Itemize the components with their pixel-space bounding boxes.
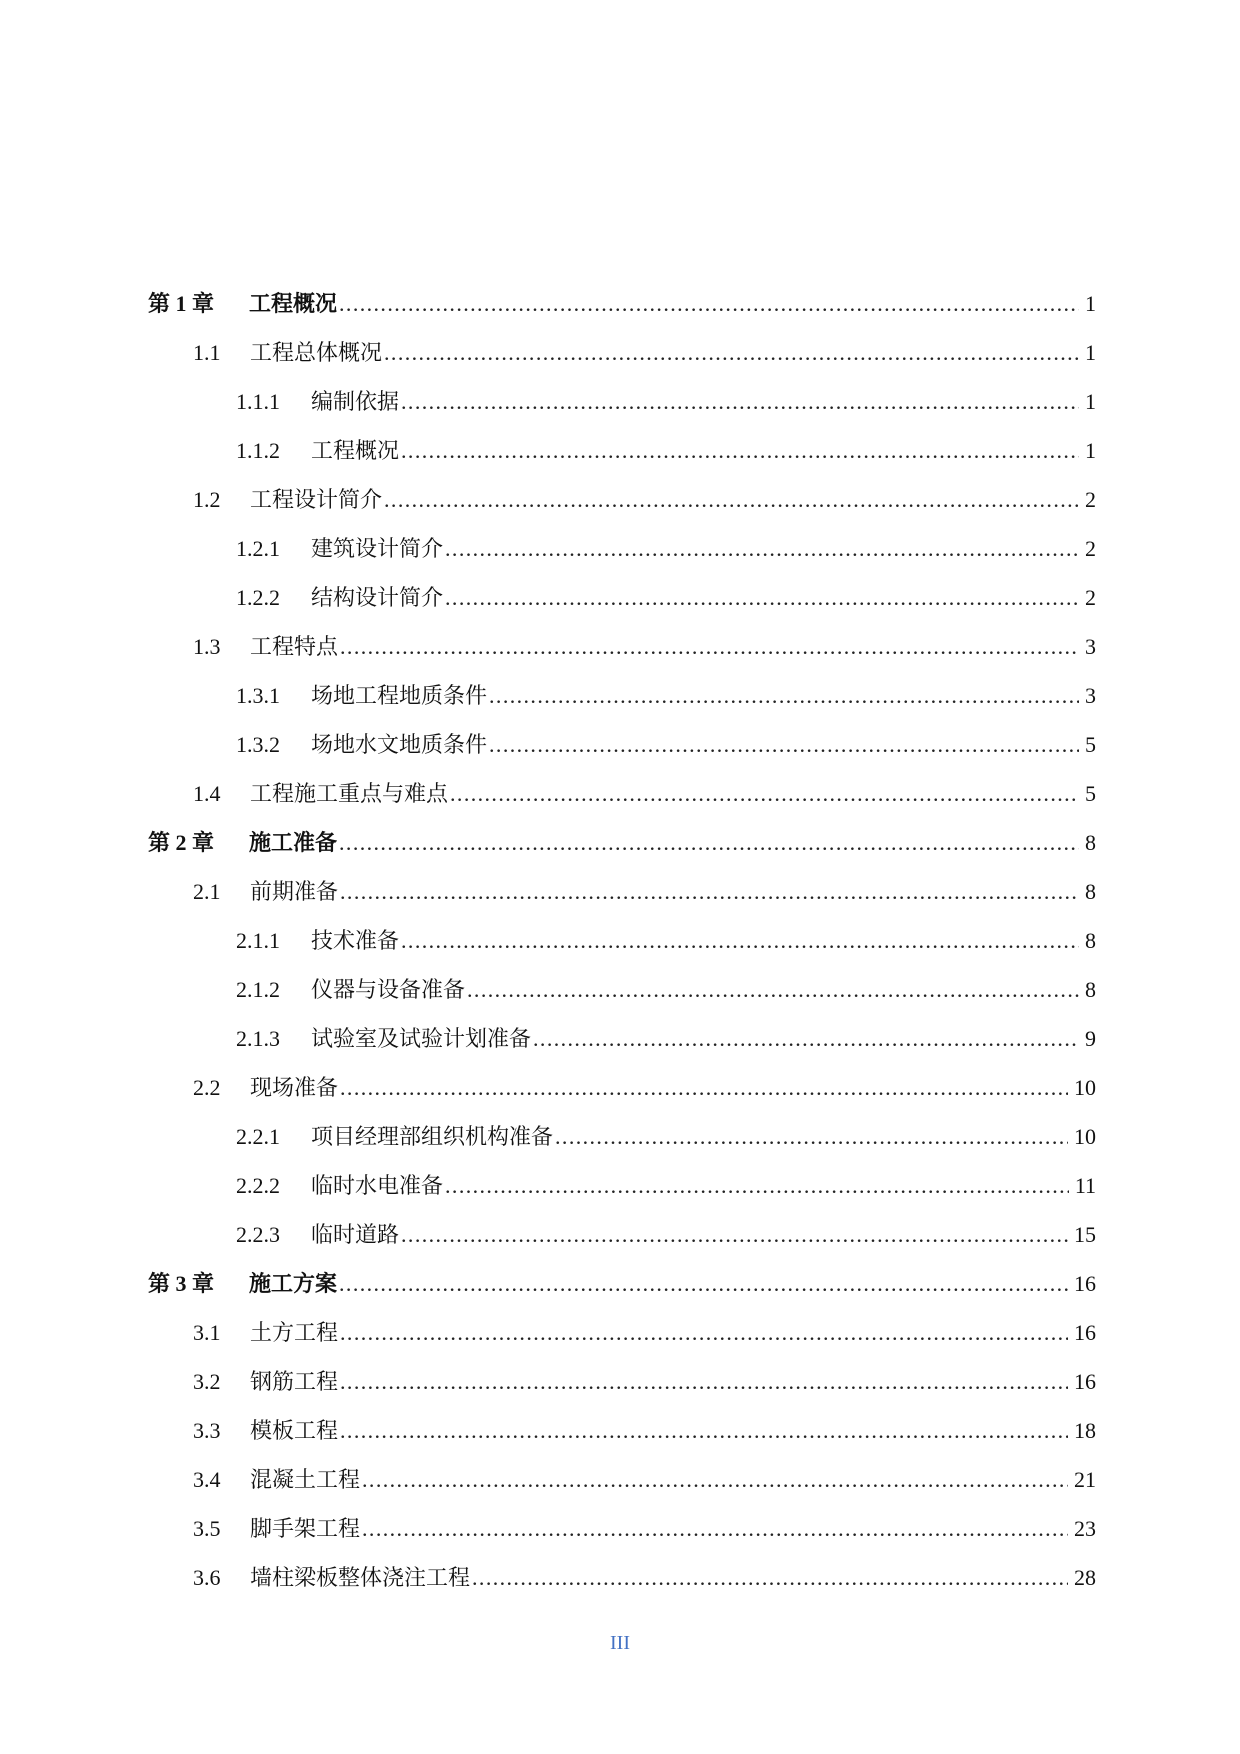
dot-leader — [340, 1406, 1068, 1455]
toc-entry-title-leader — [249, 818, 1079, 867]
toc-entry-title: 混凝土工程 — [250, 1455, 362, 1504]
toc-chapter-entry[interactable] — [0, 279, 1240, 328]
toc-entry-title: 仪器与设备准备 — [311, 965, 467, 1014]
toc-entry-number: 3.3 — [193, 1418, 221, 1443]
dot-leader — [339, 1259, 1068, 1308]
dot-leader — [401, 1210, 1068, 1259]
toc-entry-title: 技术准备 — [311, 916, 401, 965]
dot-leader — [489, 720, 1079, 769]
toc-entry-page: 23 — [1070, 1504, 1096, 1553]
toc-entry-title-leader — [250, 622, 1079, 671]
toc-entry-title-leader — [250, 1504, 1068, 1553]
toc-section-entry[interactable] — [0, 769, 1240, 818]
toc-entry-title-leader — [311, 1210, 1068, 1259]
toc-entry-title-leader — [250, 1406, 1068, 1455]
dot-leader — [339, 818, 1079, 867]
toc-entry-title-leader — [250, 1455, 1068, 1504]
toc-entry-number: 2.2.2 — [236, 1173, 280, 1198]
dot-leader — [384, 328, 1079, 377]
dot-leader — [340, 1063, 1068, 1112]
toc-entry-page: 8 — [1081, 965, 1096, 1014]
toc-entry-page: 8 — [1081, 867, 1096, 916]
toc-entry-number: 第 1 章 — [148, 291, 215, 316]
dot-leader — [384, 475, 1079, 524]
toc-entry-title: 土方工程 — [250, 1308, 340, 1357]
toc-entry-page: 1 — [1081, 377, 1096, 426]
toc-entry-number: 1.2.2 — [236, 585, 280, 610]
toc-entry-number: 3.6 — [193, 1565, 221, 1590]
toc-subsection-entry[interactable] — [0, 573, 1240, 622]
dot-leader — [339, 279, 1079, 328]
toc-entry-number: 1.2.1 — [236, 536, 280, 561]
toc-entry-page: 10 — [1070, 1063, 1096, 1112]
dot-leader — [450, 769, 1079, 818]
toc-entry-title: 临时水电准备 — [311, 1161, 445, 1210]
toc-entry-title: 模板工程 — [250, 1406, 340, 1455]
toc-entry-title: 钢筋工程 — [250, 1357, 340, 1406]
toc-section-entry[interactable] — [0, 475, 1240, 524]
toc-subsection-entry[interactable] — [0, 1210, 1240, 1259]
toc-entry-title: 场地工程地质条件 — [311, 671, 489, 720]
toc-section-entry[interactable] — [0, 1308, 1240, 1357]
toc-entry-page: 8 — [1081, 818, 1096, 867]
toc-entry-title-leader — [311, 1161, 1069, 1210]
toc-entry-title: 施工准备 — [249, 818, 339, 867]
toc-entry-page: 5 — [1081, 720, 1096, 769]
dot-leader — [533, 1014, 1079, 1063]
toc-entry-title: 试验室及试验计划准备 — [311, 1014, 533, 1063]
toc-entry-number: 1.3 — [193, 634, 221, 659]
toc-entry-number: 2.2 — [193, 1075, 221, 1100]
toc-entry-title-leader — [250, 1357, 1068, 1406]
dot-leader — [401, 916, 1079, 965]
toc-subsection-entry[interactable] — [0, 1112, 1240, 1161]
toc-section-entry[interactable] — [0, 1553, 1240, 1602]
toc-entry-title-leader — [249, 279, 1079, 328]
dot-leader — [340, 867, 1079, 916]
toc-entry-title-leader — [311, 720, 1079, 769]
toc-entry-number: 2.2.1 — [236, 1124, 280, 1149]
toc-entry-title: 结构设计简介 — [311, 573, 445, 622]
toc-entry-title: 工程特点 — [250, 622, 340, 671]
toc-section-entry[interactable] — [0, 1063, 1240, 1112]
dot-leader — [401, 377, 1079, 426]
toc-entry-page: 8 — [1081, 916, 1096, 965]
toc-entry-title-leader — [311, 1014, 1079, 1063]
toc-entry-number: 3.2 — [193, 1369, 221, 1394]
toc-entry-title: 脚手架工程 — [250, 1504, 362, 1553]
toc-section-entry[interactable] — [0, 328, 1240, 377]
toc-entry-title: 工程概况 — [249, 279, 339, 328]
toc-entry-title-leader — [250, 769, 1079, 818]
toc-entry-title-leader — [311, 671, 1079, 720]
toc-entry-title-leader — [311, 377, 1079, 426]
dot-leader — [340, 1357, 1068, 1406]
toc-entry-page: 1 — [1081, 328, 1096, 377]
toc-entry-page: 16 — [1070, 1259, 1096, 1308]
toc-entry-number: 1.3.2 — [236, 732, 280, 757]
dot-leader — [401, 426, 1079, 475]
dot-leader — [555, 1112, 1068, 1161]
toc-entry-title-leader — [250, 867, 1079, 916]
toc-subsection-entry[interactable] — [0, 965, 1240, 1014]
toc-entry-title-leader — [249, 1259, 1068, 1308]
toc-entry-page: 1 — [1081, 279, 1096, 328]
toc-entry-title-leader — [250, 1308, 1068, 1357]
toc-entry-page: 1 — [1081, 426, 1096, 475]
toc-subsection-entry[interactable] — [0, 720, 1240, 769]
dot-leader — [467, 965, 1079, 1014]
toc-entry-title-leader — [311, 426, 1079, 475]
toc-subsection-entry[interactable] — [0, 426, 1240, 475]
dot-leader — [445, 1161, 1069, 1210]
toc-entry-title: 工程概况 — [311, 426, 401, 475]
dot-leader — [340, 622, 1079, 671]
toc-entry-page: 15 — [1070, 1210, 1096, 1259]
toc-entry-number: 3.4 — [193, 1467, 221, 1492]
toc-section-entry[interactable] — [0, 867, 1240, 916]
toc-entry-page: 16 — [1070, 1308, 1096, 1357]
table-of-contents — [0, 279, 1240, 1602]
toc-entry-number: 2.1 — [193, 879, 221, 904]
toc-subsection-entry[interactable] — [0, 377, 1240, 426]
toc-entry-number: 2.1.3 — [236, 1026, 280, 1051]
toc-entry-page: 16 — [1070, 1357, 1096, 1406]
toc-entry-page: 3 — [1081, 622, 1096, 671]
toc-subsection-entry[interactable] — [0, 916, 1240, 965]
toc-entry-title: 项目经理部组织机构准备 — [311, 1112, 555, 1161]
toc-entry-page: 9 — [1081, 1014, 1096, 1063]
toc-section-entry[interactable] — [0, 1504, 1240, 1553]
toc-entry-page: 11 — [1071, 1161, 1096, 1210]
toc-entry-number: 3.1 — [193, 1320, 221, 1345]
toc-entry-title-leader — [311, 965, 1079, 1014]
toc-subsection-entry[interactable] — [0, 1161, 1240, 1210]
page-number: III — [610, 1632, 630, 1654]
toc-entry-number: 1.2 — [193, 487, 221, 512]
toc-entry-title: 场地水文地质条件 — [311, 720, 489, 769]
toc-chapter-entry[interactable] — [0, 818, 1240, 867]
dot-leader — [362, 1504, 1068, 1553]
toc-entry-number: 1.4 — [193, 781, 221, 806]
toc-section-entry[interactable] — [0, 1455, 1240, 1504]
toc-entry-title: 施工方案 — [249, 1259, 339, 1308]
toc-entry-title-leader — [311, 916, 1079, 965]
toc-entry-title-leader — [250, 1553, 1068, 1602]
dot-leader — [472, 1553, 1068, 1602]
toc-chapter-entry[interactable] — [0, 1259, 1240, 1308]
toc-entry-page: 18 — [1070, 1406, 1096, 1455]
toc-entry-page: 2 — [1081, 524, 1096, 573]
dot-leader — [445, 573, 1079, 622]
toc-entry-title: 工程总体概况 — [250, 328, 384, 377]
toc-subsection-entry[interactable] — [0, 1014, 1240, 1063]
toc-entry-title-leader — [250, 328, 1079, 377]
toc-entry-page: 2 — [1081, 573, 1096, 622]
toc-entry-title: 现场准备 — [250, 1063, 340, 1112]
toc-entry-title: 工程施工重点与难点 — [250, 769, 450, 818]
toc-entry-page: 2 — [1081, 475, 1096, 524]
toc-entry-title: 墙柱梁板整体浇注工程 — [250, 1553, 472, 1602]
dot-leader — [489, 671, 1079, 720]
toc-entry-number: 第 2 章 — [148, 830, 215, 855]
dot-leader — [445, 524, 1079, 573]
toc-section-entry[interactable] — [0, 622, 1240, 671]
toc-entry-title: 编制依据 — [311, 377, 401, 426]
toc-entry-number: 2.1.1 — [236, 928, 280, 953]
toc-entry-title-leader — [250, 1063, 1068, 1112]
toc-entry-title: 临时道路 — [311, 1210, 401, 1259]
toc-entry-number: 2.2.3 — [236, 1222, 280, 1247]
toc-entry-page: 28 — [1070, 1553, 1096, 1602]
toc-entry-page: 5 — [1081, 769, 1096, 818]
toc-entry-page: 3 — [1081, 671, 1096, 720]
dot-leader — [340, 1308, 1068, 1357]
toc-entry-title-leader — [311, 524, 1079, 573]
toc-entry-number: 1.3.1 — [236, 683, 280, 708]
toc-entry-title-leader — [250, 475, 1079, 524]
dot-leader — [362, 1455, 1068, 1504]
toc-entry-page: 21 — [1070, 1455, 1096, 1504]
toc-entry-title-leader — [311, 573, 1079, 622]
toc-entry-title: 前期准备 — [250, 867, 340, 916]
toc-section-entry[interactable] — [0, 1406, 1240, 1455]
toc-section-entry[interactable] — [0, 1357, 1240, 1406]
toc-entry-title-leader — [311, 1112, 1068, 1161]
toc-entry-number: 3.5 — [193, 1516, 221, 1541]
toc-entry-title: 工程设计简介 — [250, 475, 384, 524]
toc-entry-page: 10 — [1070, 1112, 1096, 1161]
toc-subsection-entry[interactable] — [0, 524, 1240, 573]
toc-entry-number: 1.1.2 — [236, 438, 280, 463]
toc-entry-number: 1.1.1 — [236, 389, 280, 414]
toc-entry-number: 1.1 — [193, 340, 221, 365]
toc-subsection-entry[interactable] — [0, 671, 1240, 720]
toc-entry-title: 建筑设计简介 — [311, 524, 445, 573]
toc-entry-number: 第 3 章 — [148, 1271, 215, 1296]
toc-entry-number: 2.1.2 — [236, 977, 280, 1002]
